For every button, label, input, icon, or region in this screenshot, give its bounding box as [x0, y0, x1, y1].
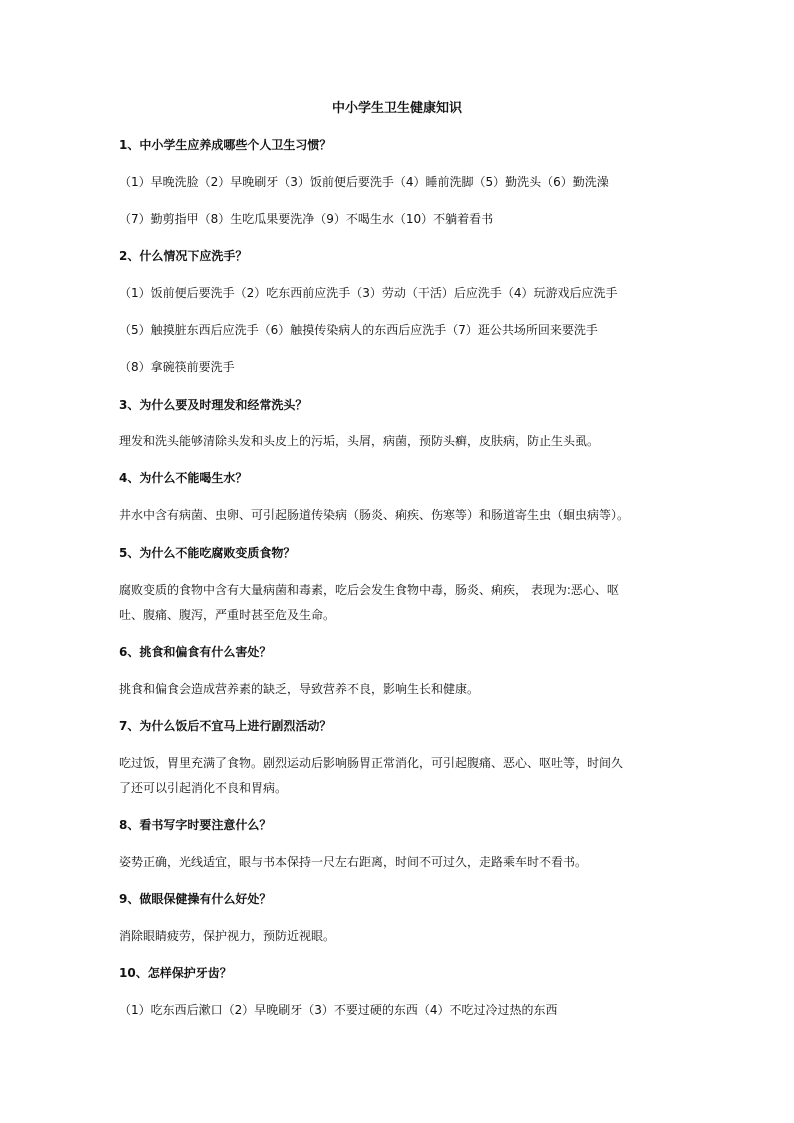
answer-5-line-1: 腐败变质的食物中含有大量病菌和毒素，吃后会发生食物中毒，肠炎、痢疾， 表现为:恶心、呕: [119, 583, 619, 597]
question-5: 5、为什么不能吃腐败变质食物？: [119, 546, 296, 560]
answer-8: 姿势正确，光线适宜，眼与书本保持一尺左右距离，时间不可过久，走路乘车时不看书。: [119, 855, 588, 869]
question-1: 1、中小学生应养成哪些个人卫生习惯？: [119, 138, 332, 152]
answer-7-line-2: 了还可以引起消化不良和胃病。: [119, 781, 288, 795]
question-7: 7、为什么饭后不宜马上进行剧烈活动？: [119, 719, 332, 733]
answer-3: 理发和洗头能够清除头发和头皮上的污垢，头屑，病菌，预防头癣，皮肤病，防止生头虱。: [119, 434, 600, 448]
answer-6: 挑食和偏食会造成营养素的缺乏，导致营养不良，影响生长和健康。: [119, 682, 480, 696]
answer-2-line-2: （5）触摸脏东西后应洗手（6）触摸传染病人的东西后应洗手（7）逛公共场所回来要洗手: [119, 323, 598, 337]
answer-4: 井水中含有病菌、虫卵、可引起肠道传染病（肠炎、痢疾、伤寒等）和肠道寄生虫（蛔虫病等）。: [119, 508, 630, 522]
answer-2-line-1: （1）饭前便后要洗手（2）吃东西前应洗手（3）劳动（干活）后应洗手（4）玩游戏后应洗手: [119, 286, 618, 300]
answer-1-line-2: （7）勤剪指甲（8）生吃瓜果要洗净（9）不喝生水（10）不躺着看书: [119, 212, 494, 226]
question-6: 6、挑食和偏食有什么害处？: [119, 645, 272, 659]
answer-2-line-3: （8）拿碗筷前要洗手: [119, 360, 235, 374]
question-10: 10、怎样保护牙齿？: [119, 966, 232, 980]
question-8: 8、看书写字时要注意什么？: [119, 818, 272, 832]
question-3: 3、为什么要及时理发和经常洗头？: [119, 398, 308, 412]
question-9: 9、做眼保健操有什么好处？: [119, 892, 272, 906]
answer-7-line-1: 吃过饭，胃里充满了食物。剧烈运动后影响肠胃正常消化，可引起腹痛、恶心、呕吐等，时间久: [119, 756, 624, 770]
question-2: 2、什么情况下应洗手？: [119, 249, 248, 263]
answer-9: 消除眼睛疲劳，保护视力，预防近视眼。: [119, 929, 336, 943]
page-title: 中小学生卫生健康知识: [331, 101, 462, 116]
answer-10: （1）吃东西后漱口（2）早晚刷牙（3）不要过硬的东西（4）不吃过冷过热的东西: [119, 1003, 558, 1017]
answer-5-line-2: 吐、腹痛、腹泻，严重时甚至危及生命。: [119, 608, 336, 622]
question-4: 4、为什么不能喝生水？: [119, 471, 248, 485]
answer-1-line-1: （1）早晚洗脸（2）早晚刷牙（3）饭前便后要洗手（4）睡前洗脚（5）勤洗头（6）勤洗澡: [119, 175, 609, 189]
